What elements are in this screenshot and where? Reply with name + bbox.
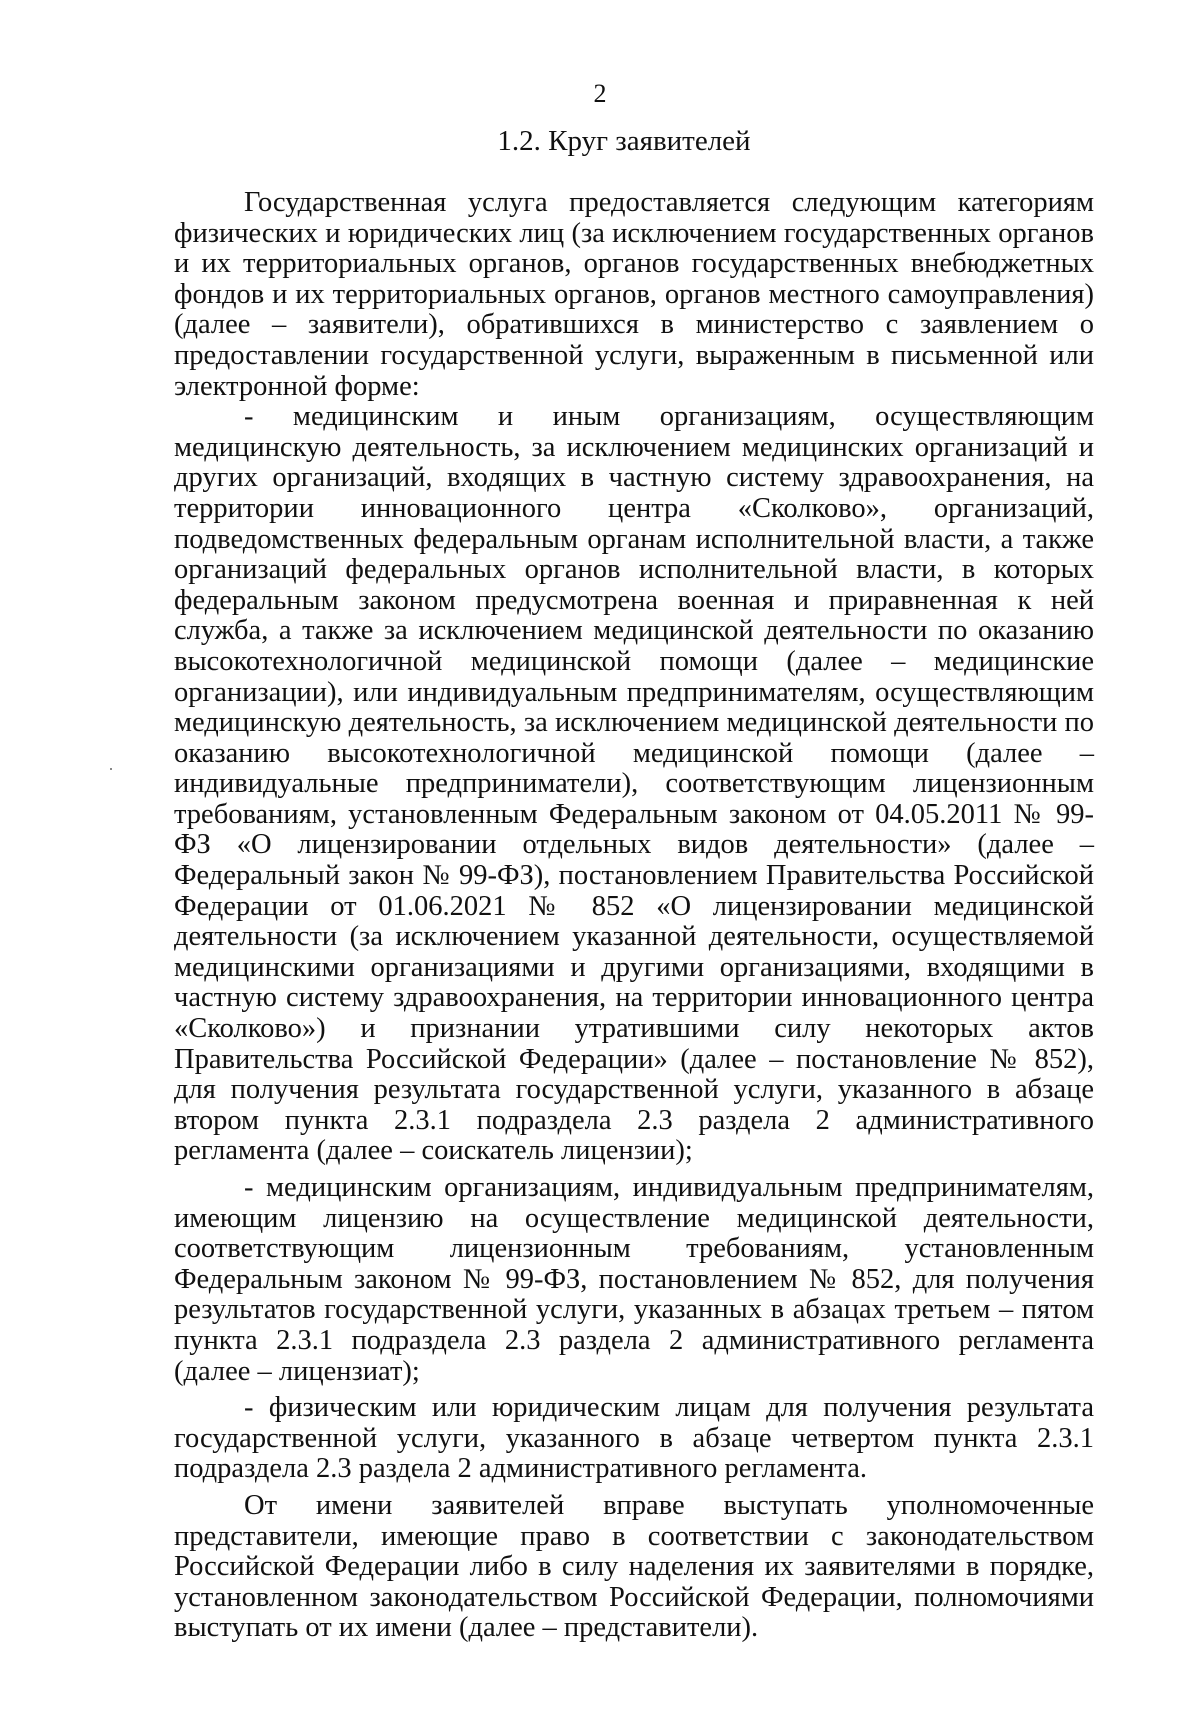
page-number: 2: [593, 79, 607, 108]
scan-speck: [110, 768, 112, 770]
section-heading: 1.2. Круг заявителей: [497, 125, 751, 157]
paragraph-item-licensees: - медицинским организациям, индивидуальным предпринимателям, имеющим лицензию на осуществление медицинской деятельности, соответствующим лицензионным требованиям, установленным Федеральным законом № 99-ФЗ, постановлением № 852, для получения результатов государственной услуги, указанных в абзацах третьем – пятом пункта 2.3.1 подраздела 2.3 раздела 2 административного регламента (далее – лицензиат);: [174, 1172, 1094, 1387]
paragraph-intro: Государственная услуга предоставляется следующим категориям физических и юридических лиц (за исключением государственных органов и их территориальных органов, органов государственных внебюджетных фондов и их территориальных органов, органов местного самоуправления) (далее – заявители), обратившихся в министерство с заявлением о предоставлении государственной услуги, выраженным в письменной или электронной форме:: [174, 187, 1094, 402]
body-text: [174, 188, 1094, 1644]
paragraph-representatives: От имени заявителей вправе выступать уполномоченные представители, имеющие право в соответствии с законодательством Российской Федерации либо в силу наделения их заявителями в порядке, установленном законодательством Российской Федерации, полномочиями выступать от их имени (далее – представители).: [174, 1489, 1094, 1644]
paragraph-item-individuals: - физическим или юридическим лицам для получения результата государственной услуги, указанного в абзаце четвертом пункта 2.3.1 подраздела 2.3 раздела 2 административного регламента.: [174, 1392, 1094, 1485]
paragraph-item-medical-organizations: - медицинским и иным организациям, осуществляющим медицинскую деятельность, за исключением медицинских организаций и других организаций, входящих в частную систему здравоохранения, на территории инновационного центра «Сколково», организаций, подведомственных федеральным органам исполнительной власти, а также организаций федеральных органов исполнительной власти, в которых федеральным законом предусмотрена военная и приравненная к ней служба, а также за исключением медицинской деятельности по оказанию высокотехнологичной медицинской помощи (далее – медицинские организации), или индивидуальным предпринимателям, осуществляющим медицинскую деятельность, за исключением медицинской деятельности по оказанию высокотехнологичной медицинской помощи (далее – индивидуальные предприниматели), соответствующим лицензионным требованиям, установленным Федеральным законом от 04.05.2011 № 99-ФЗ «О лицензировании отдельных видов деятельности» (далее – Федеральный закон № 99-ФЗ), постановлением Правительства Российской Федерации от 01.06.2021 № 852 «О лицензировании медицинской деятельности (за исключением указанной деятельности, осуществляемой медицинскими организациями и другими организациями, входящими в частную систему здравоохранения, на территории инновационного центра «Сколково») и признании утратившими силу некоторых актов Правительства Российской Федерации» (далее – постановление № 852), для получения результата государственной услуги, указанного в абзаце втором пункта 2.3.1 подраздела 2.3 раздела 2 административного регламента (далее – соискатель лицензии);: [174, 401, 1094, 1167]
